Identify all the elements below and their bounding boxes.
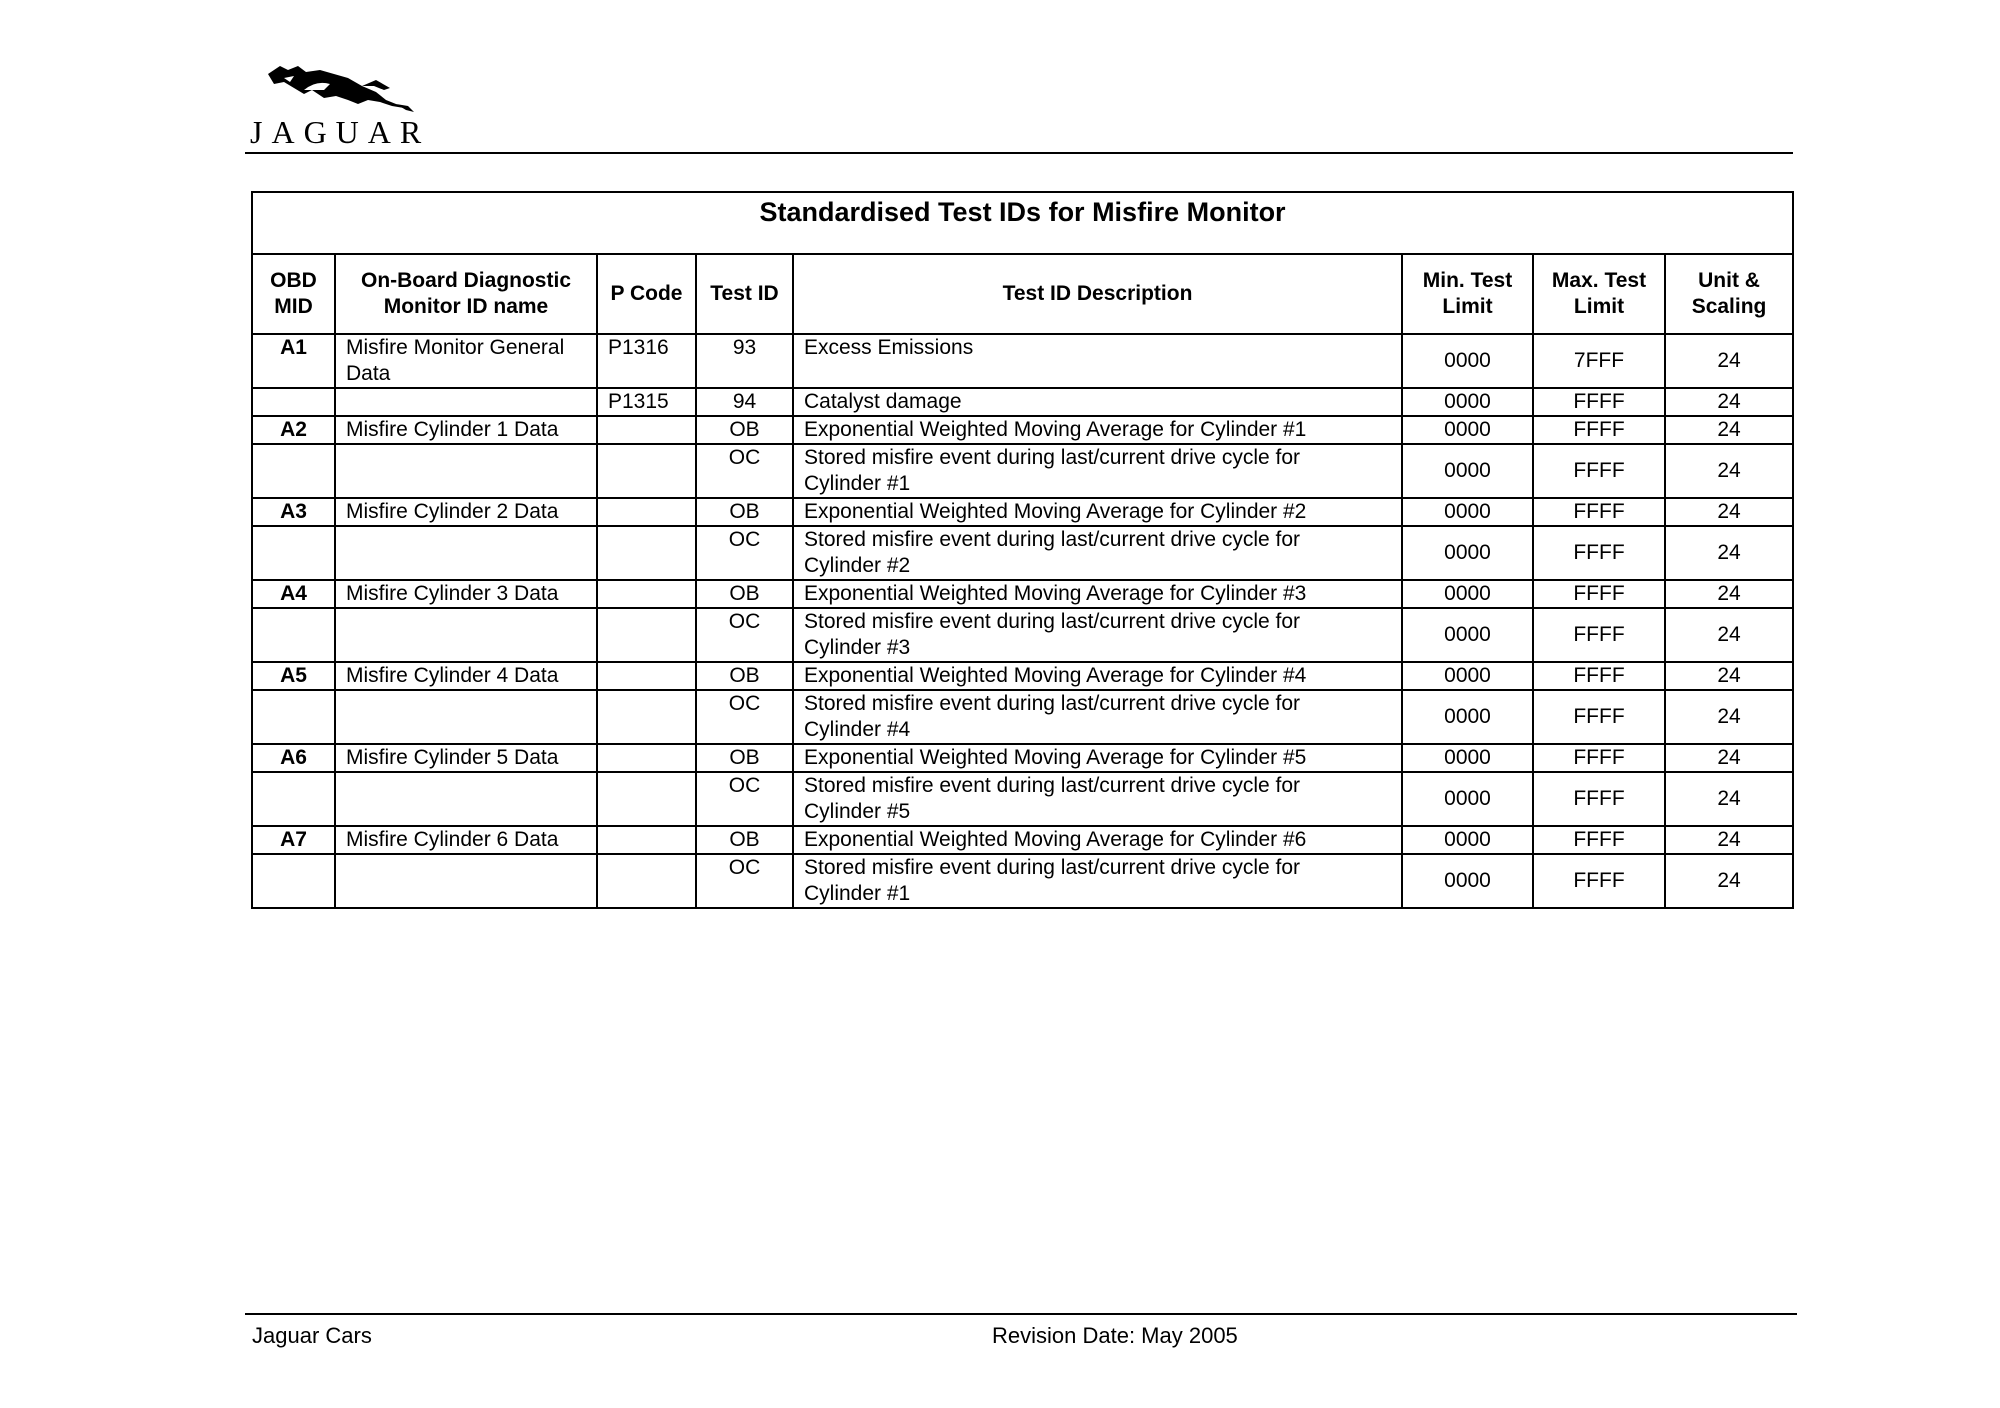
cell-min-limit: 0000 — [1402, 388, 1533, 416]
cell-monitor-name — [335, 690, 597, 744]
cell-max-limit: FFFF — [1533, 690, 1665, 744]
cell-unit-scaling: 24 — [1665, 334, 1793, 388]
cell-unit-scaling: 24 — [1665, 388, 1793, 416]
cell-test-id: OC — [696, 526, 793, 580]
cell-test-id: 93 — [696, 334, 793, 388]
cell-description: Stored misfire event during last/current drive cycle for Cylinder #1 — [793, 444, 1402, 498]
cell-p-code: P1315 — [597, 388, 696, 416]
table-row — [252, 498, 1793, 526]
leaping-jaguar-icon — [264, 60, 424, 120]
col-header-unit-scaling: Unit & Scaling — [1665, 254, 1793, 334]
cell-obd-mid: A2 — [252, 416, 335, 444]
cell-p-code — [597, 854, 696, 908]
cell-max-limit: FFFF — [1533, 662, 1665, 690]
cell-unit-scaling: 24 — [1665, 690, 1793, 744]
cell-p-code — [597, 772, 696, 826]
cell-test-id: OB — [696, 580, 793, 608]
cell-obd-mid — [252, 526, 335, 580]
table-row — [252, 662, 1793, 690]
cell-unit-scaling: 24 — [1665, 772, 1793, 826]
cell-monitor-name: Misfire Cylinder 5 Data — [335, 744, 597, 772]
logo-wordmark: JAGUAR — [250, 114, 431, 150]
cell-test-id: OC — [696, 854, 793, 908]
cell-obd-mid: A1 — [252, 334, 335, 388]
cell-obd-mid: A5 — [252, 662, 335, 690]
cell-min-limit: 0000 — [1402, 854, 1533, 908]
cell-description: Exponential Weighted Moving Average for Cylinder #6 — [793, 826, 1402, 854]
cell-unit-scaling: 24 — [1665, 526, 1793, 580]
table-header-row — [252, 254, 1793, 334]
cell-test-id: OB — [696, 744, 793, 772]
cell-test-id: OB — [696, 662, 793, 690]
cell-unit-scaling: 24 — [1665, 744, 1793, 772]
cell-unit-scaling: 24 — [1665, 416, 1793, 444]
cell-p-code — [597, 526, 696, 580]
cell-p-code — [597, 690, 696, 744]
table-row — [252, 854, 1793, 908]
cell-obd-mid — [252, 772, 335, 826]
cell-monitor-name: Misfire Cylinder 2 Data — [335, 498, 597, 526]
cell-p-code — [597, 662, 696, 690]
cell-min-limit: 0000 — [1402, 662, 1533, 690]
cell-test-id: 94 — [696, 388, 793, 416]
footer-rule — [245, 1313, 1797, 1315]
cell-p-code: P1316 — [597, 334, 696, 388]
cell-max-limit: FFFF — [1533, 580, 1665, 608]
cell-max-limit: FFFF — [1533, 388, 1665, 416]
cell-description: Exponential Weighted Moving Average for Cylinder #3 — [793, 580, 1402, 608]
cell-max-limit: FFFF — [1533, 444, 1665, 498]
cell-monitor-name — [335, 854, 597, 908]
cell-monitor-name: Misfire Cylinder 6 Data — [335, 826, 597, 854]
cell-obd-mid — [252, 854, 335, 908]
cell-test-id: OB — [696, 826, 793, 854]
col-header-test-id: Test ID — [696, 254, 793, 334]
cell-unit-scaling: 24 — [1665, 826, 1793, 854]
col-header-p-code: P Code — [597, 254, 696, 334]
cell-unit-scaling: 24 — [1665, 498, 1793, 526]
cell-obd-mid: A3 — [252, 498, 335, 526]
cell-p-code — [597, 580, 696, 608]
cell-min-limit: 0000 — [1402, 498, 1533, 526]
cell-monitor-name: Misfire Monitor General Data — [335, 334, 597, 388]
cell-monitor-name: Misfire Cylinder 4 Data — [335, 662, 597, 690]
cell-min-limit: 0000 — [1402, 580, 1533, 608]
table-row — [252, 388, 1793, 416]
cell-min-limit: 0000 — [1402, 826, 1533, 854]
footer-company: Jaguar Cars — [252, 1323, 372, 1348]
cell-min-limit: 0000 — [1402, 444, 1533, 498]
cell-description: Exponential Weighted Moving Average for Cylinder #1 — [793, 416, 1402, 444]
table-row — [252, 608, 1793, 662]
table-row — [252, 690, 1793, 744]
cell-max-limit: FFFF — [1533, 498, 1665, 526]
table-row — [252, 526, 1793, 580]
cell-max-limit: FFFF — [1533, 526, 1665, 580]
cell-obd-mid: A6 — [252, 744, 335, 772]
table-row — [252, 772, 1793, 826]
footer-revision-date: Revision Date: May 2005 — [992, 1323, 1238, 1348]
cell-monitor-name — [335, 526, 597, 580]
cell-test-id: OC — [696, 608, 793, 662]
col-header-max-limit: Max. Test Limit — [1533, 254, 1665, 334]
cell-test-id: OB — [696, 498, 793, 526]
jaguar-logo — [250, 60, 440, 152]
cell-max-limit: FFFF — [1533, 826, 1665, 854]
cell-description: Stored misfire event during last/current drive cycle for Cylinder #1 — [793, 854, 1402, 908]
cell-min-limit: 0000 — [1402, 416, 1533, 444]
cell-description: Stored misfire event during last/current drive cycle for Cylinder #5 — [793, 772, 1402, 826]
cell-min-limit: 0000 — [1402, 608, 1533, 662]
table-row — [252, 444, 1793, 498]
cell-test-id: OC — [696, 444, 793, 498]
cell-monitor-name: Misfire Cylinder 1 Data — [335, 416, 597, 444]
cell-min-limit: 0000 — [1402, 690, 1533, 744]
cell-obd-mid — [252, 690, 335, 744]
cell-min-limit: 0000 — [1402, 772, 1533, 826]
cell-description: Excess Emissions — [793, 334, 1402, 388]
cell-description: Exponential Weighted Moving Average for Cylinder #5 — [793, 744, 1402, 772]
cell-description: Catalyst damage — [793, 388, 1402, 416]
cell-p-code — [597, 744, 696, 772]
cell-monitor-name — [335, 608, 597, 662]
table-row — [252, 744, 1793, 772]
col-header-min-limit: Min. Test Limit — [1402, 254, 1533, 334]
cell-min-limit: 0000 — [1402, 526, 1533, 580]
cell-min-limit: 0000 — [1402, 334, 1533, 388]
cell-max-limit: FFFF — [1533, 744, 1665, 772]
col-header-monitor-name: On-Board Diagnostic Monitor ID name — [335, 254, 597, 334]
cell-monitor-name — [335, 772, 597, 826]
cell-obd-mid — [252, 388, 335, 416]
header-rule — [245, 152, 1793, 154]
table-row — [252, 334, 1793, 388]
table-body — [252, 334, 1793, 908]
cell-description: Exponential Weighted Moving Average for Cylinder #4 — [793, 662, 1402, 690]
cell-obd-mid — [252, 608, 335, 662]
cell-max-limit: 7FFF — [1533, 334, 1665, 388]
cell-unit-scaling: 24 — [1665, 854, 1793, 908]
cell-max-limit: FFFF — [1533, 416, 1665, 444]
table-row — [252, 580, 1793, 608]
cell-description: Exponential Weighted Moving Average for Cylinder #2 — [793, 498, 1402, 526]
table-row — [252, 826, 1793, 854]
col-header-description: Test ID Description — [793, 254, 1402, 334]
cell-p-code — [597, 416, 696, 444]
cell-unit-scaling: 24 — [1665, 662, 1793, 690]
cell-obd-mid: A7 — [252, 826, 335, 854]
cell-obd-mid — [252, 444, 335, 498]
cell-max-limit: FFFF — [1533, 608, 1665, 662]
cell-test-id: OB — [696, 416, 793, 444]
cell-p-code — [597, 444, 696, 498]
cell-p-code — [597, 826, 696, 854]
cell-description: Stored misfire event during last/current drive cycle for Cylinder #2 — [793, 526, 1402, 580]
cell-unit-scaling: 24 — [1665, 580, 1793, 608]
col-header-obd-mid: OBD MID — [252, 254, 335, 334]
table-row — [252, 416, 1793, 444]
cell-min-limit: 0000 — [1402, 744, 1533, 772]
cell-monitor-name — [335, 388, 597, 416]
cell-max-limit: FFFF — [1533, 854, 1665, 908]
cell-test-id: OC — [696, 690, 793, 744]
table-title: Standardised Test IDs for Misfire Monitor — [252, 192, 1793, 254]
cell-description: Stored misfire event during last/current drive cycle for Cylinder #3 — [793, 608, 1402, 662]
cell-test-id: OC — [696, 772, 793, 826]
cell-monitor-name: Misfire Cylinder 3 Data — [335, 580, 597, 608]
cell-description: Stored misfire event during last/current drive cycle for Cylinder #4 — [793, 690, 1402, 744]
cell-p-code — [597, 498, 696, 526]
cell-unit-scaling: 24 — [1665, 608, 1793, 662]
misfire-test-id-table — [251, 191, 1794, 909]
cell-unit-scaling: 24 — [1665, 444, 1793, 498]
cell-max-limit: FFFF — [1533, 772, 1665, 826]
cell-p-code — [597, 608, 696, 662]
cell-obd-mid: A4 — [252, 580, 335, 608]
cell-monitor-name — [335, 444, 597, 498]
